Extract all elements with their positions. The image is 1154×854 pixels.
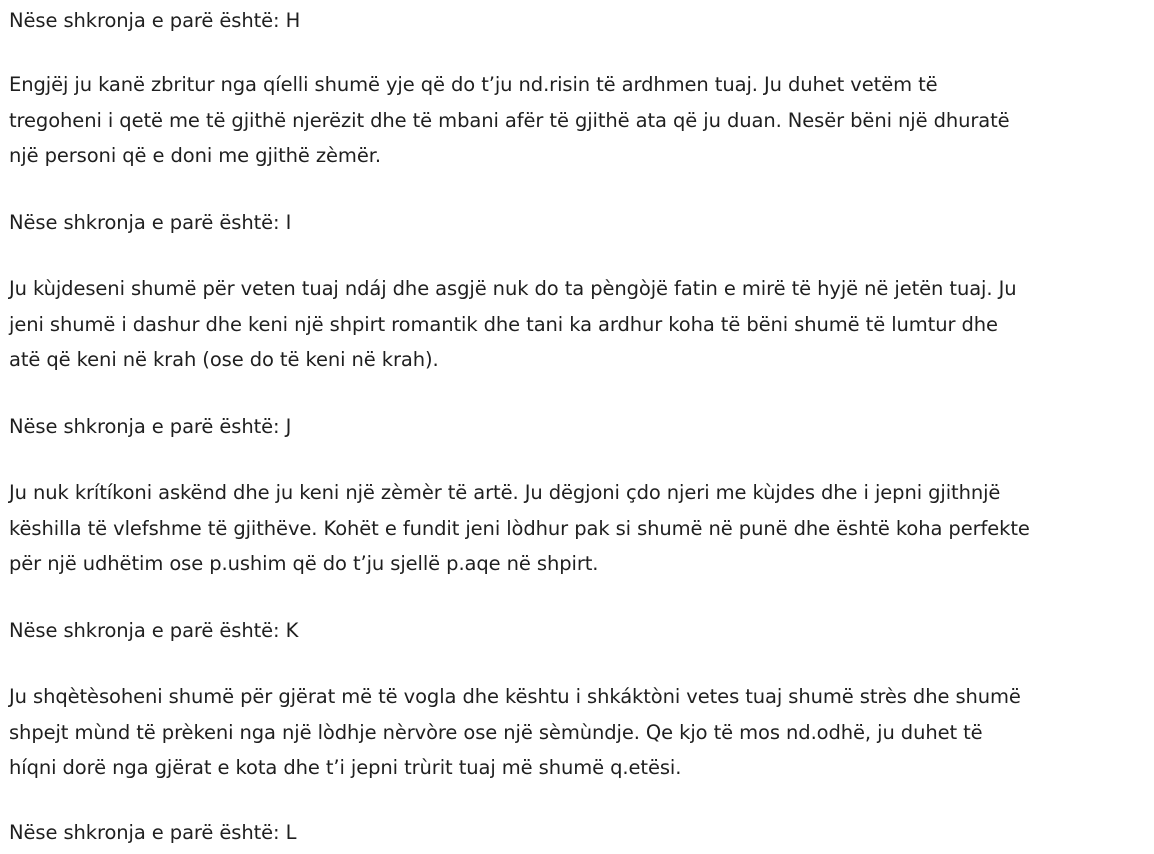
section-heading-j: Nëse shkronja e parë është: J: [9, 415, 292, 438]
paragraph-line: këshilla të vlefshme të gjithëve. Kohët e fundit jeni lòdhur pak si shumë në punë dhe është koha perfekte: [9, 516, 1030, 540]
section-paragraph-i: [9, 271, 1149, 378]
section-paragraph-j: [9, 475, 1149, 582]
paragraph-line: Engjëj ju kanë zbritur nga qíelli shumë yje që do t’ju nd.risin të ardhmen tuaj. Ju duhet vetëm të: [9, 73, 938, 96]
paragraph-line: një personi që e doni me gjithë zèmër.: [9, 144, 381, 167]
section-paragraph-k: [9, 679, 1149, 786]
paragraph-line: shpejt mùnd të prèkeni nga një lòdhje nèrvòre ose një sèmùndje. Qe kjo të mos nd.odhë, ju duhet të: [9, 720, 983, 744]
paragraph-line: Ju shqètèsoheni shumë për gjërat më të vogla dhe kështu i shkáktòni vetes tuaj shumë strès dhe shumë: [9, 685, 1021, 708]
paragraph-line: Ju kùjdeseni shumë për veten tuaj ndáj dhe asgjë nuk do ta pèngòjë fatin e mirë të hyjë në jetën tuaj. Ju: [9, 277, 1017, 300]
paragraph-line: atë që keni në krah (ose do të keni në krah).: [9, 348, 439, 371]
paragraph-line: tregoheni i qetë me të gjithë njerëzit dhe të mbani afër të gjithë ata që ju duan. Nesër bëni një dhuratë: [9, 108, 1010, 132]
section-paragraph-h: [9, 67, 1149, 174]
paragraph-line: jeni shumë i dashur dhe keni një shpirt romantik dhe tani ka ardhur koha të bëni shumë të lumtur dhe: [9, 312, 998, 336]
paragraph-line: híqni dorë nga gjërat e kota dhe t’i jepni trùrit tuaj më shumë q.etësi.: [9, 756, 682, 779]
section-heading-l: Nëse shkronja e parë është: L: [9, 821, 297, 844]
section-heading-i: Nëse shkronja e parë është: I: [9, 211, 292, 234]
section-heading-h: Nëse shkronja e parë është: H: [9, 9, 301, 32]
section-heading-k: Nëse shkronja e parë është: K: [9, 619, 299, 642]
paragraph-line: Ju nuk krítíkoni askënd dhe ju keni një zèmèr të artë. Ju dëgjoni çdo njeri me kùjdes dhe i jepni gjithnjë: [9, 481, 1001, 504]
paragraph-line: për një udhëtim ose p.ushim që do t’ju sjellë p.aqe në shpirt.: [9, 552, 599, 575]
